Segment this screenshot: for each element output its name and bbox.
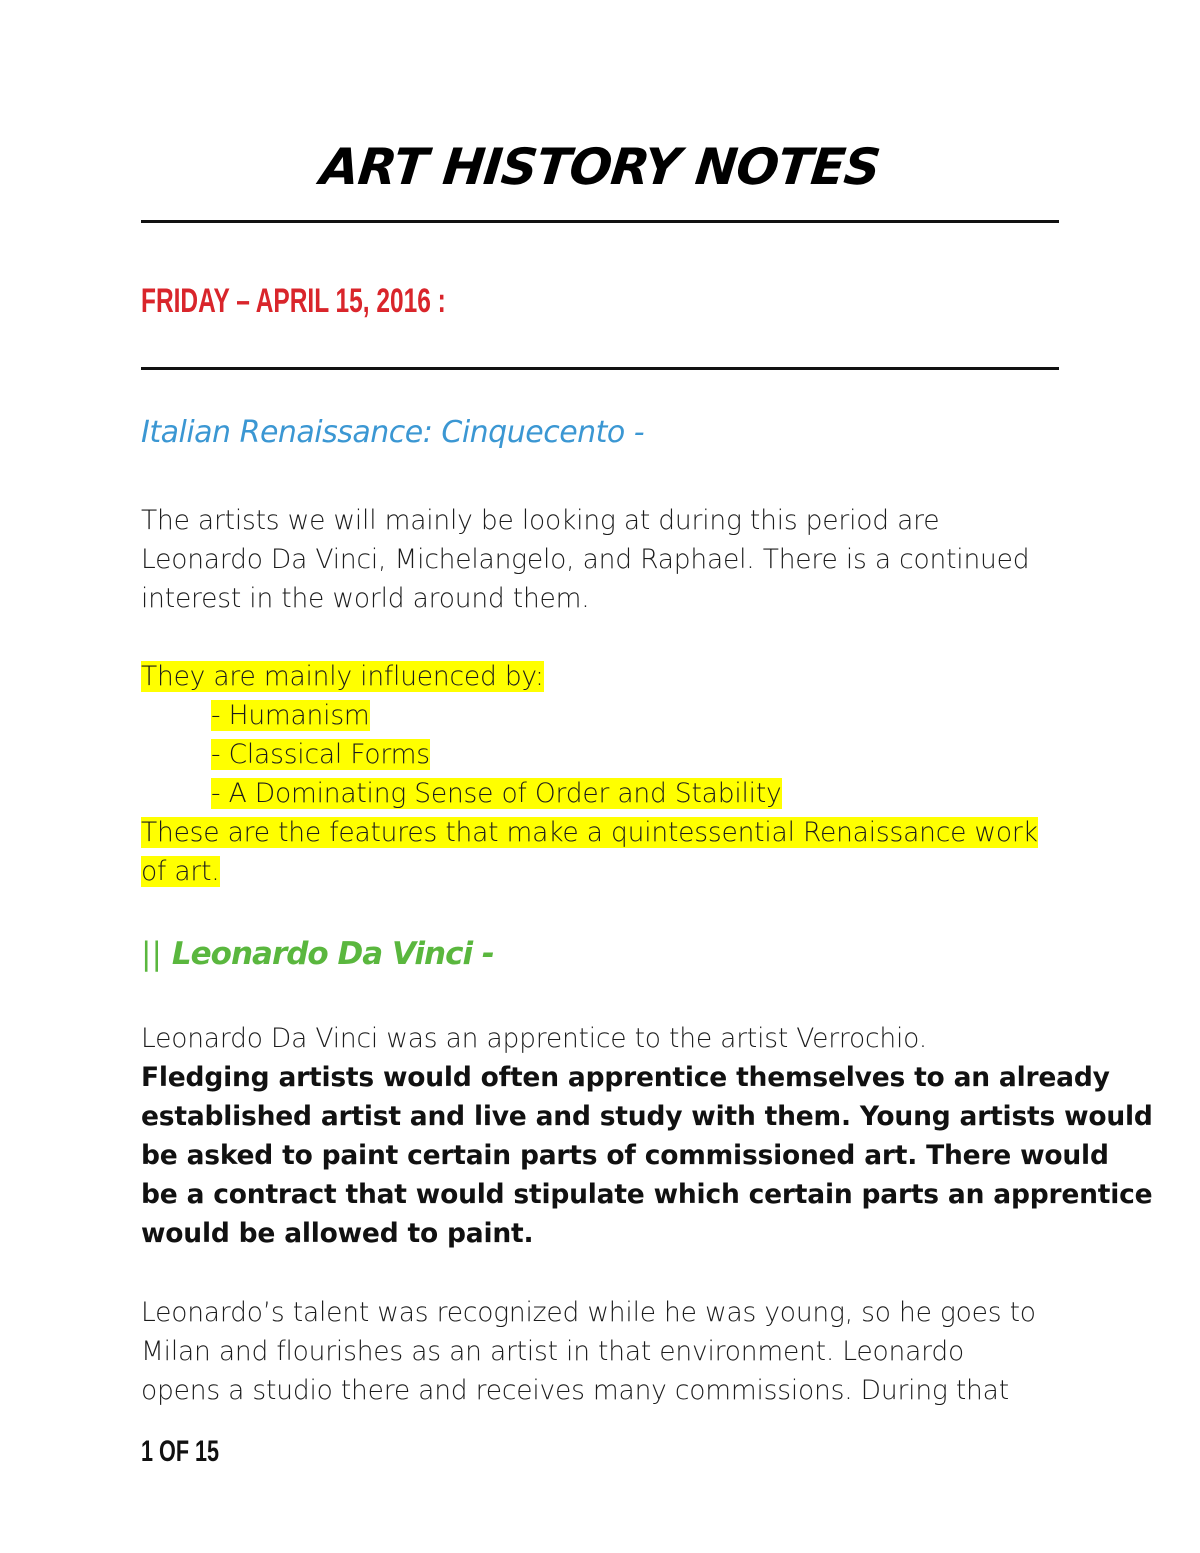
bold-paragraph-line: established artist and live and study with them. Young artists would	[141, 1101, 1153, 1132]
title-divider	[141, 220, 1059, 223]
section-heading-leonardo	[141, 936, 494, 972]
paragraph-line: The artists we will mainly be looking at during this period are	[141, 505, 940, 536]
section-bars: ||	[141, 936, 162, 972]
section-heading-text: Leonardo Da Vinci -	[171, 936, 494, 972]
bold-paragraph-line: be a contract that would stipulate which certain parts an apprentice	[141, 1179, 1153, 1210]
paragraph-line: Leonardo’s talent was recognized while he was young, so he goes to	[141, 1297, 1036, 1328]
page-number: 1 OF 15	[141, 1435, 220, 1468]
influences-closing: of art.	[141, 856, 220, 887]
paragraph-line: interest in the world around them.	[141, 583, 590, 614]
paragraph-line: Milan and flourishes as an artist in that environment. Leonardo	[141, 1336, 965, 1367]
bold-paragraph-line: be asked to paint certain parts of commissioned art. There would	[141, 1140, 1109, 1171]
date-heading: FRIDAY – APRIL 15, 2016 :	[141, 282, 446, 320]
influences-closing: These are the features that make a quintessential Renaissance work	[141, 817, 1038, 848]
bold-paragraph-line: Fledging artists would often apprentice themselves to an already	[141, 1062, 1110, 1093]
highlighted-influences	[141, 657, 1071, 891]
influence-item: - Humanism	[211, 700, 370, 731]
paragraph-line: Leonardo Da Vinci, Michelangelo, and Raphael. There is a continued	[141, 544, 1030, 575]
paragraph-line: opens a studio there and receives many commissions. During that	[141, 1375, 1009, 1406]
date-divider	[141, 367, 1059, 370]
renaissance-paragraph	[141, 501, 1071, 618]
bold-paragraph-line: would be allowed to paint.	[141, 1218, 534, 1249]
leonardo-paragraph	[141, 1019, 1153, 1253]
influences-intro: They are mainly influenced by:	[141, 661, 544, 692]
page-title: ART HISTORY NOTES	[317, 138, 883, 196]
paragraph-line: Leonardo Da Vinci was an apprentice to the artist Verrochio.	[141, 1023, 927, 1054]
influence-item: - A Dominating Sense of Order and Stability	[211, 778, 782, 809]
leonardo-milan-paragraph	[141, 1293, 1071, 1410]
influence-item: - Classical Forms	[211, 739, 430, 770]
section-heading-renaissance: Italian Renaissance: Cinquecento -	[141, 415, 645, 450]
